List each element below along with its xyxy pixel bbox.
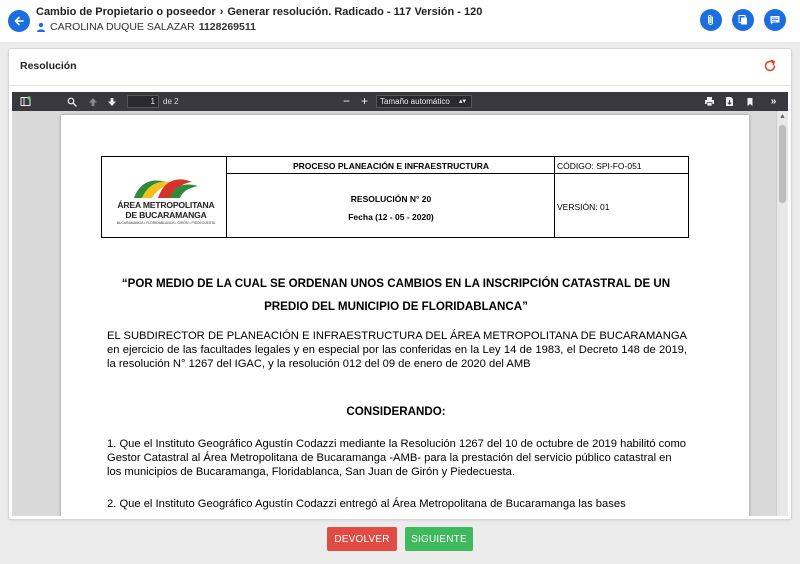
zoom-in-button[interactable] [357, 93, 372, 108]
chevron-right-icon: › [219, 6, 224, 18]
paperclip-icon [705, 14, 717, 26]
find-button[interactable] [64, 94, 79, 109]
logo-text-line2: DE BUCARAMANGA [125, 210, 207, 220]
document-title-line1: “POR MEDIO DE LA CUAL SE ORDENAN UNOS CAMBIOS EN LA INSCRIPCIÓN CATASTRAL DE UN [121, 277, 671, 290]
bookmark-button[interactable] [742, 94, 757, 109]
message-icon [769, 14, 781, 26]
next-page-button[interactable] [104, 94, 119, 109]
refresh-icon[interactable] [763, 59, 777, 73]
table-divider [555, 173, 688, 174]
next-button[interactable]: SIGUIENTE [405, 527, 473, 551]
breadcrumb-item-process[interactable]: Cambio de Propietario o poseedor [36, 6, 216, 18]
previous-page-button[interactable] [85, 94, 100, 109]
download-button[interactable] [722, 94, 737, 109]
logo-cell [102, 157, 227, 237]
considerando-item-1: 1. Que el Instituto Geográfico Agustín Codazzi mediante la Resolución 1267 del 10 de octubre de 2019 habilitó como Gestor Catastral al Área Metropolitana de Bucaramanga -AMB- para la prestación del servicio público catastral en los municipios de Bucaramanga, Floridablanca, San Juan de Girón y Piedecuesta. [107, 438, 687, 478]
sidebar-icon [20, 96, 31, 107]
card-title: Resolución [20, 60, 77, 72]
zoom-out-button[interactable] [339, 93, 354, 108]
arrow-down-icon [107, 97, 117, 107]
code-cell [555, 157, 688, 237]
pdf-toolbar [12, 92, 788, 111]
pdf-page [61, 115, 749, 516]
app-header [0, 0, 800, 42]
copy-button[interactable] [732, 9, 754, 31]
document-code: CÓDIGO: SPI-FO-051 [557, 161, 642, 171]
download-icon [724, 96, 735, 107]
intro-paragraph: EL SUBDIRECTOR DE PLANEACIÓN E INFRAESTRUCTURA DEL ÁREA METROPOLITANA DE BUCARAMANGA en ejercicio de las facultades legales y en especial por las conferidas en la Ley 14 de 1983, el Decreto 148 de 2019, la resolución N° 1267 del IGAC, y la resolución 012 del 09 de enero de 2020 del AMB [107, 330, 687, 370]
pdf-viewer [12, 92, 788, 516]
double-chevron-right-icon: » [770, 96, 777, 107]
zoom-select-value: Tamaño automático [380, 97, 450, 106]
process-name: PROCESO PLANEACIÓN E INFRAESTRUCTURA [293, 161, 489, 171]
page-count: de 2 [163, 97, 179, 106]
logo-text-line3: BUCARAMANGA • FLORIDABLANCA • GIRÓN • PIEDECUESTA [116, 221, 216, 225]
minus-icon: − [342, 93, 350, 108]
considerando-heading: CONSIDERANDO: [346, 405, 446, 418]
amb-logo [112, 170, 220, 228]
header-actions [700, 9, 786, 31]
amb-logo-icon [112, 170, 220, 200]
zoom-select[interactable] [376, 95, 472, 108]
process-cell [227, 157, 555, 237]
considerando-item-2: 2. Que el Instituto Geográfico Agustín Codazzi entregó al Área Metropolitana de Bucaramanga las bases [107, 498, 626, 510]
print-button[interactable] [702, 94, 717, 109]
comments-button[interactable] [764, 9, 786, 31]
back-button[interactable] [8, 10, 30, 32]
document-header-table [101, 156, 689, 238]
resolution-date: Fecha (12 - 05 - 2020) [348, 212, 434, 222]
sidebar-toggle-button[interactable] [18, 94, 33, 109]
resolution-number: RESOLUCIÓN N° 20 [350, 194, 432, 204]
footer-actions [0, 524, 800, 564]
user-icon [36, 22, 46, 32]
resolution-card [8, 48, 792, 520]
breadcrumb-item-current: Generar resolución. Radicado - 117 Versión - 120 [227, 6, 483, 18]
arrow-left-icon [13, 15, 25, 27]
arrow-up-icon [88, 97, 98, 107]
logo-text-line1: ÁREA METROPOLITANA [117, 200, 215, 210]
divider [9, 85, 791, 86]
search-icon [67, 97, 77, 107]
page-number-input[interactable]: 1 [127, 95, 159, 108]
plus-icon: + [360, 93, 368, 108]
document-title [107, 272, 685, 318]
table-divider [227, 173, 554, 174]
breadcrumb [36, 6, 482, 18]
document-version: VERSIÓN: 01 [557, 202, 610, 212]
printer-icon [704, 96, 715, 107]
tools-button[interactable] [766, 94, 781, 109]
caret-updown-icon: ▴▾ [458, 98, 466, 105]
copy-icon [737, 14, 749, 26]
pdf-scrollbar[interactable] [776, 111, 788, 516]
document-title-line2: PREDIO DEL MUNICIPIO DE FLORIDABLANCA” [264, 300, 528, 313]
bookmark-icon [745, 97, 755, 107]
scroll-up-icon[interactable]: ▲ [779, 113, 786, 120]
user-info [36, 21, 256, 33]
scrollbar-thumb[interactable] [779, 125, 786, 203]
attach-button[interactable] [700, 9, 722, 31]
return-button[interactable]: DEVOLVER [327, 527, 397, 551]
user-name: CAROLINA DUQUE SALAZAR [50, 21, 195, 33]
user-document: 1128269511 [198, 21, 256, 33]
